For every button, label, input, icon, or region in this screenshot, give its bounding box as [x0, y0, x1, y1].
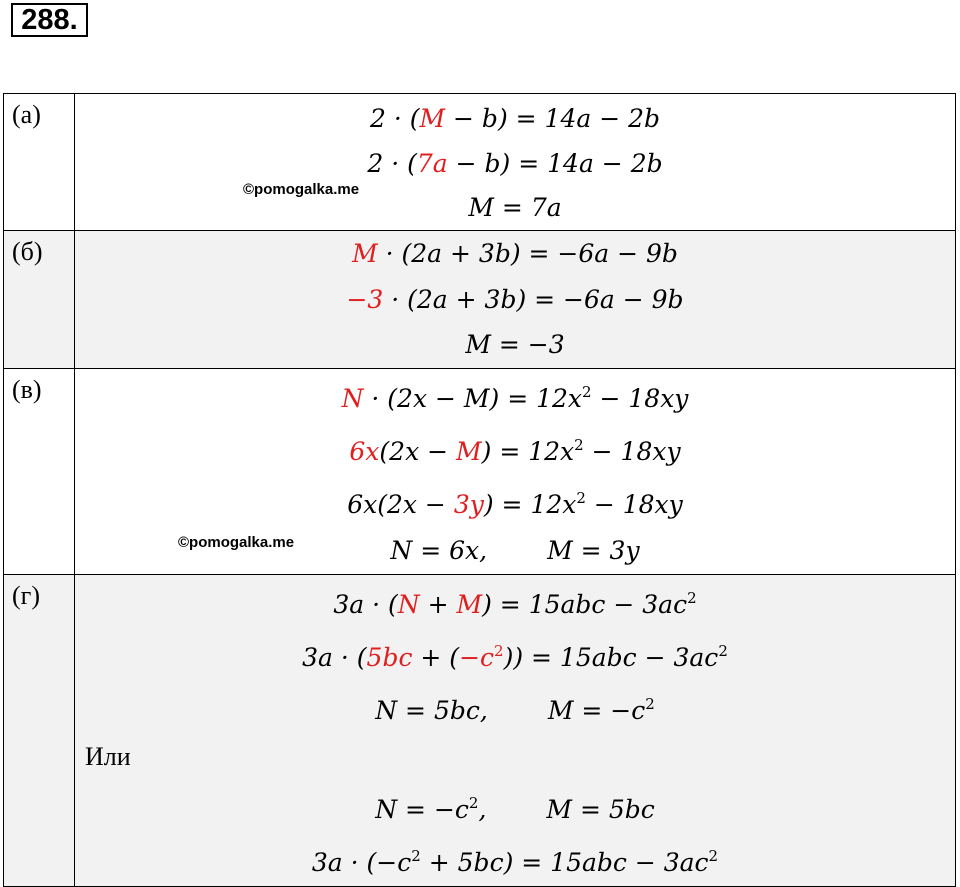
- equation-line: $N = -c^2$, M = 5bc: [375, 794, 655, 824]
- table-row: [4, 575, 956, 887]
- equation-line: $3a \cdot (5bc + (-c^2)) = 15abc - 3ac^2$: [302, 642, 728, 672]
- equation-line: $3a \cdot (-c^2 + 5bc) = 15abc - 3ac^2$: [311, 847, 719, 877]
- or-text: Или: [85, 742, 131, 771]
- row-content: [75, 231, 956, 369]
- table-row: [4, 369, 956, 575]
- table-row: [4, 94, 956, 231]
- row-content: [75, 369, 956, 575]
- equation-line: $6x(2x - 3y) = 12x^2 - 18xy$: [347, 489, 683, 519]
- equation-line: $N \cdot (2x - M) = 12x^2 - 18xy$: [341, 383, 689, 413]
- row-label: (в): [4, 369, 75, 575]
- equation-line: N = 5bc, $M = -c^2$: [375, 695, 655, 725]
- equation-line: M = −3: [465, 330, 565, 359]
- row-label: (б): [4, 231, 75, 369]
- solution-table: [3, 93, 956, 887]
- equation-line: M · (2a + 3b) = −6a − 9b: [352, 239, 678, 268]
- row-label: (г): [4, 575, 75, 887]
- equation-line: 2 · (7a − b) = 14a − 2b: [367, 149, 663, 178]
- problem-number: 288.: [11, 3, 88, 37]
- equation-line: $6x(2x - M) = 12x^2 - 18xy$: [349, 436, 681, 466]
- equation-line: 2 · (M − b) = 14a − 2b: [369, 104, 660, 133]
- watermark: ©pomogalka.me: [178, 534, 295, 551]
- table-row: [4, 231, 956, 369]
- row-content: [75, 94, 956, 231]
- watermark: ©pomogalka.me: [243, 181, 360, 198]
- equation-line: $3a \cdot (N + M) = 15abc - 3ac^2$: [333, 589, 697, 619]
- equation-line: M = 7a: [468, 193, 562, 222]
- equation-line: −3 · (2a + 3b) = −6a − 9b: [346, 285, 684, 314]
- row-content: [75, 575, 956, 887]
- row-label: (а): [4, 94, 75, 231]
- equation-line: N = 6x, M = 3y: [390, 536, 640, 565]
